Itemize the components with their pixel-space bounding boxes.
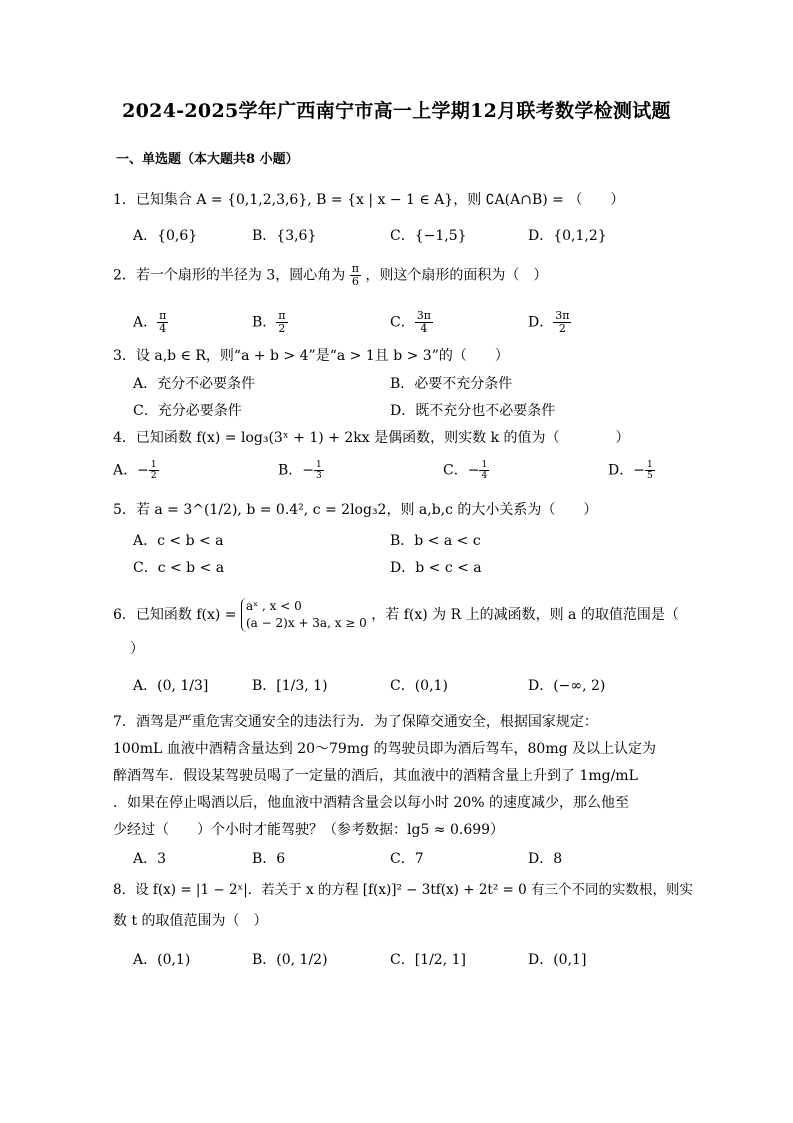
fraction-denominator: 2 (558, 322, 566, 335)
question-8-line-1: 8．设 f(x) = |1 − 2ˣ|．若关于 x 的方程 [f(x)]² − 3tf(x) + 2t² = 0 有三个不同的实数根，则实 (113, 882, 694, 898)
option-label: C．− (443, 462, 480, 479)
question-7-line-4: ．如果在停止喝酒以后，他血液中酒精含量会以每小时 20% 的速度减少，那么他至 (113, 795, 630, 811)
question-7-option-c: C．7 (390, 851, 424, 867)
question-1-option-d: D．{0,1,2} (528, 228, 607, 244)
question-1-option-c: C．{−1,5} (390, 228, 467, 244)
question-7-line-2: 100mL 血液中酒精含量达到 20～79mg 的驾驶员即为酒后驾车，80mg 及以上认定为 (113, 741, 657, 757)
question-6-option-d: D．(−∞, 2) (528, 678, 606, 694)
question-8-option-d: D．(0,1] (528, 952, 587, 968)
fraction-denominator: 4 (159, 322, 167, 335)
fraction-denominator: 2 (278, 322, 286, 335)
question-4-option-c (443, 460, 489, 481)
fraction-denominator: 2 (150, 471, 157, 481)
option-fraction (645, 460, 655, 481)
fraction-denominator: 5 (646, 471, 653, 481)
question-2-option-b (252, 310, 288, 335)
question-1-stem: 1．已知集合 A = {0,1,2,3,6}, B = {x | x − 1 ∈ A}，则 ∁A(A∩B) = （ ） (113, 192, 625, 208)
question-7-line-5: 少经过（ ）个小时才能驾驶？（参考数据：lg5 ≈ 0.699） (113, 822, 505, 838)
question-2-stem (113, 263, 547, 288)
option-fraction (157, 310, 168, 335)
question-5-option-c: C．c < b < a (133, 560, 225, 576)
question-2-stem-part-b: ，则这个扇形的面积为（ ） (365, 267, 548, 284)
option-fraction (553, 310, 571, 335)
question-3-option-c: C．充分必要条件 (133, 403, 242, 419)
option-fraction (479, 460, 489, 481)
question-2-stem-part-a: 2．若一个扇形的半径为 3，圆心角为 (113, 267, 346, 284)
piecewise-case-2: (a − 2)x + 3a, x ≥ 0 (246, 616, 367, 630)
question-6-stem (113, 598, 679, 632)
question-6-stem-continuation: ） (130, 641, 144, 657)
fraction-denominator: 3 (316, 471, 322, 481)
piecewise-brace (241, 598, 367, 632)
question-4-option-b (278, 460, 324, 481)
question-4-option-a (113, 460, 159, 481)
option-fraction (314, 460, 324, 481)
question-2-option-a (133, 310, 168, 335)
option-label: D． (528, 314, 554, 331)
question-7-line-1: 7．酒驾是严重危害交通安全的违法行为．为了保障交通安全，根据国家规定： (113, 714, 598, 730)
question-5-option-a: A．c < b < a (133, 533, 224, 549)
question-7-line-3: 醉酒驾车．假设某驾驶员喝了一定量的酒后，其血液中的酒精含量上升到了 1mg/mL (113, 768, 638, 784)
question-3-option-b: B．必要不充分条件 (390, 376, 513, 392)
question-3-option-d: D．既不充分也不必要条件 (390, 403, 556, 419)
question-5-option-d: D．b < c < a (390, 560, 482, 576)
fraction-numerator: π (278, 309, 286, 322)
option-label: A．− (113, 462, 149, 479)
question-8-option-a: A．(0,1) (133, 952, 191, 968)
question-7-option-d: D．8 (528, 851, 563, 867)
fraction-numerator: 1 (481, 460, 488, 470)
option-label: D．− (608, 462, 645, 479)
question-2-option-d (528, 310, 571, 335)
question-6-option-c: C．(0,1) (390, 678, 448, 694)
option-label: A． (133, 314, 158, 331)
question-5-option-b: B．b < a < c (390, 533, 481, 549)
question-8-option-b: B．(0, 1/2) (252, 952, 328, 968)
fraction-numerator: π (159, 309, 167, 322)
question-2-option-c (390, 310, 433, 335)
question-7-option-a: A．3 (133, 851, 167, 867)
question-5-stem: 5．若 a = 3^(1/2), b = 0.4², c = 2log₃2，则 a,b,c 的大小关系为（ ） (113, 502, 598, 518)
fraction-numerator: 3π (555, 309, 570, 322)
section-heading: 一、单选题（本大题共8 小题） (116, 152, 299, 167)
question-6-option-b: B．[1/3, 1) (252, 678, 328, 694)
option-label: B．− (278, 462, 315, 479)
question-3-option-a: A．充分不必要条件 (133, 376, 256, 392)
page-title: 2024-2025学年广西南宁市高一上学期12月联考数学检测试题 (122, 100, 671, 122)
fraction-numerator: 1 (150, 460, 157, 470)
option-fraction (276, 310, 287, 335)
fraction-numerator: π (351, 262, 359, 275)
fraction-denominator: 4 (481, 471, 488, 481)
fraction-numerator: 1 (316, 460, 322, 470)
option-fraction (415, 310, 433, 335)
question-1-option-b: B．{3,6} (252, 228, 317, 244)
question-7-option-b: B．6 (252, 851, 286, 867)
option-label: C． (390, 314, 415, 331)
fraction-numerator: 1 (646, 460, 653, 470)
question-6-stem-part-b: ，若 f(x) 为 R 上的减函数，则 a 的取值范围是（ (371, 607, 679, 623)
question-8-line-2: 数 t 的取值范围为（ ） (113, 913, 268, 929)
option-fraction (149, 460, 159, 481)
question-2-fraction (350, 263, 361, 288)
question-6-option-a: A．(0, 1/3] (133, 678, 209, 694)
question-8-option-c: C．[1/2, 1] (390, 952, 466, 968)
piecewise-case-1: aˣ , x < 0 (246, 599, 302, 613)
question-1-option-a: A．{0,6} (133, 228, 198, 244)
question-3-stem: 3．设 a,b ∈ R，则“a + b > 4”是“a > 1且 b > 3”的（ ） (113, 348, 509, 364)
question-6-stem-part-a: 6．已知函数 f(x) = (113, 607, 237, 623)
fraction-denominator: 6 (351, 275, 359, 288)
fraction-denominator: 4 (420, 322, 428, 335)
question-4-stem: 4．已知函数 f(x) = log₃(3ˣ + 1) + 2kx 是偶函数，则实数 k 的值为（ ） (113, 430, 630, 446)
question-4-option-d (608, 460, 655, 481)
option-label: B． (252, 314, 277, 331)
fraction-numerator: 3π (416, 309, 431, 322)
